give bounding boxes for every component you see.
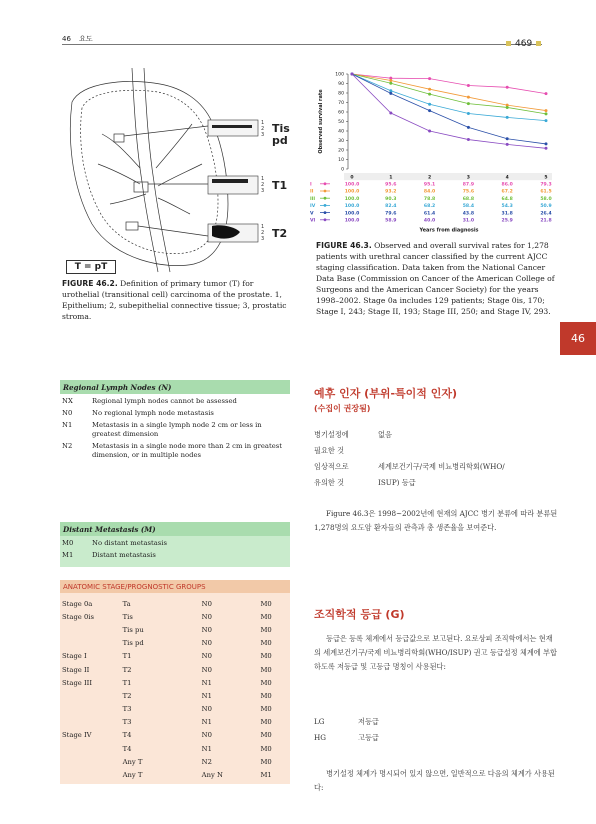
data-label: 95.1 [423,182,436,188]
t-cell: Tis [122,612,133,621]
data-label: 31.8 [501,211,513,217]
y-tick-label: 30 [338,139,344,145]
data-label: 95.6 [385,182,397,188]
m-cell: M0 [260,757,272,766]
data-label: 58.0 [540,196,552,202]
svg-text:1: 1 [261,176,265,182]
caption-text: Observed and overall survival rates for 1,278 patients with urethral cancer classified by the current AJCC staging classification. Data taken from the National Cancer Data Base (Commission on Cancer of the American College of Surgeons and the American Cancer Society) for the years 1998–2002. Stage 0a includes 129 patients; Stage 0is, 170; Stage I, 243; Stage II, 193; Stage III, 250; and Stage IV, 293. [316,241,555,316]
definition-term: 병기설정에 [314,430,349,439]
legend-swatch-point [324,197,327,200]
table-row [62,551,288,560]
data-point [545,147,548,150]
legend-label: II [310,189,314,195]
legend-label: V [310,211,314,217]
y-tick-label: 50 [338,120,344,126]
caption-text: Definition of primary tumor (T) for urothelial (transitional cell) carcinoma of the prostate. 1, Epithelium; 2, subepithelial connective tissue; 3, prostatic stroma. [62,279,287,321]
m-cell: M0 [260,691,272,700]
data-point [389,92,392,95]
definition-row [314,444,556,458]
t-cell: T1 [122,678,132,687]
legend-swatch-point [324,182,327,185]
n-cell: N0 [201,599,212,608]
data-point [428,93,431,96]
prostate-diagram [62,64,300,274]
data-point [467,126,470,129]
definition-value: 없음 [378,430,392,439]
distant-metastasis-table [60,522,290,567]
series-line-III [352,74,546,114]
data-point [506,143,509,146]
data-label: 100.0 [344,189,360,195]
row-description: Distant metastasis [92,551,156,559]
data-point [506,116,509,119]
table-rows [60,593,290,784]
m-cell: M0 [260,625,272,634]
table-row [62,703,288,716]
y-tick-label: 0 [341,167,344,173]
t-cell: Any T [122,771,143,780]
y-tick-label: 90 [338,82,344,88]
row-code: M1 [62,551,74,559]
data-label: 68.2 [423,204,436,210]
table-row [62,729,288,742]
x-tick-label: 5 [544,175,548,181]
square-icon [506,41,511,46]
data-point [428,88,431,91]
caption-label: FIGURE 46.3. [316,241,372,250]
n-cell: N0 [201,612,212,621]
row-code: M0 [62,539,74,547]
svg-text:2: 2 [261,230,265,236]
row-code: N2 [62,442,73,450]
n-cell: N0 [201,625,212,634]
data-label: 82.4 [385,204,397,210]
data-label: 100.0 [344,211,360,217]
label-t2: T2 [272,227,288,240]
m-cell: M0 [260,705,272,714]
definition-row [314,460,556,474]
data-label: 84.0 [423,189,436,195]
svg-text:1: 1 [261,120,265,126]
data-point [506,137,509,140]
y-tick-label: 10 [338,158,344,164]
legend-label: III [310,196,316,202]
data-label: 31.0 [462,218,475,224]
row-description: No regional lymph node metastasis [92,409,214,417]
y-tick-label: 80 [338,91,344,97]
data-point [467,96,470,99]
definition-value: 고등급 [358,733,379,742]
table-row [62,768,288,781]
data-label: 100.0 [344,196,360,202]
x-tick-label: 3 [466,175,471,181]
definition-term: LG [314,717,325,726]
figure-46-2-caption [62,278,290,322]
stage-cell: Stage IV [62,731,92,740]
data-label: 100.0 [344,218,360,224]
chapter-tab: 46 [560,322,596,355]
data-point [428,109,431,112]
x-tick-label: 4 [505,175,509,181]
data-label: 58.9 [385,218,397,224]
table-rows [60,536,290,567]
svg-text:3: 3 [261,132,265,138]
survival-chart [306,66,552,238]
stage-groups-table [60,580,290,784]
data-point [545,109,548,112]
legend-label: IV [310,204,316,210]
m-cell: M0 [260,599,272,608]
legend-label: I [310,182,312,188]
data-point [389,79,392,82]
data-label: 21.8 [540,218,552,224]
grade-paragraph: 등급은 등록 체계에서 등급값으로 보고된다. 요로상피 조직학에서는 현재의 세계보건기구/국제 비뇨병리학회(WHO/ISUP) 권고 등급설정 체계에 부합하도록 저등급 및 고등급 명칭이 사용된다: [314,634,557,671]
svg-text:2: 2 [261,126,265,132]
t-cell: Tis pu [122,625,144,634]
definition-row [314,715,514,729]
table-row [62,421,288,439]
m-cell: M0 [260,639,272,648]
y-tick-label: 100 [335,72,344,78]
x-tick-label: 2 [427,175,432,181]
x-tick-label: 0 [350,175,354,181]
prostate-illustration [62,64,300,274]
table-row [62,623,288,636]
data-label: 79.3 [540,182,552,188]
table-row [62,650,288,663]
data-label: 40.0 [423,218,436,224]
y-tick-label: 40 [338,129,344,135]
table-title: ANATOMIC STAGE/PROGNOSTIC GROUPS [60,580,290,593]
m-cell: M0 [260,744,272,753]
header-rule [62,44,542,45]
data-label: 58.4 [462,204,475,210]
legend-swatch-point [324,204,327,207]
definition-value: ISUP) 등급 [378,478,416,487]
data-label: 90.3 [385,196,397,202]
section-subtitle: (수집이 권장됨) [314,404,371,413]
running-header-left [62,34,93,44]
t-cell: Ta [122,599,131,608]
svg-text:3: 3 [261,188,265,194]
data-label: 67.2 [501,189,513,195]
staging-paragraph: 병기설정 체계가 명시되어 있지 않으면, 일반적으로 다음의 체계가 사용된다: [314,769,555,792]
legend-swatch-point [324,190,327,193]
data-point [545,112,548,115]
data-label: 61.4 [423,211,436,217]
data-label: 26.4 [540,211,552,217]
legend-label: VI [310,218,316,224]
table-row [62,442,288,460]
table-title: Distant Metastasis (M) [60,522,290,536]
section-name: 요도 [79,35,93,43]
n-cell: N0 [201,652,212,661]
data-point [389,82,392,85]
data-point [506,86,509,89]
t-cell: T4 [122,744,132,753]
label-tis: Tis [272,122,290,135]
data-label: 43.8 [462,211,475,217]
definition-term: 임상적으로 [314,462,349,471]
svg-text:1: 1 [261,224,265,230]
n-cell: N1 [201,744,212,753]
table-header-bg [344,173,552,180]
figure-reference-paragraph: Figure 46.3은 1998~2002년에 현재의 AJCC 병기 분류에 따라 분류된 1,278명의 요도암 환자들의 관측과 총 생존율을 보여준다. [314,509,558,532]
data-point [428,130,431,133]
data-point [545,119,548,122]
t-cell: T4 [122,731,132,740]
data-point [545,92,548,95]
n-cell: Any N [201,771,223,780]
table-row [62,597,288,610]
table-row [62,663,288,676]
y-tick-label: 20 [338,148,344,154]
data-label: 25.9 [501,218,513,224]
table-row [62,676,288,689]
data-label: 68.8 [462,196,475,202]
survival-chart-svg [306,66,552,238]
n-cell: N0 [201,731,212,740]
data-label: 86.0 [501,182,513,188]
n-cell: N1 [201,691,212,700]
table-title: Regional Lymph Nodes (N) [60,380,290,394]
definition-term: 유의한 것 [314,478,345,487]
row-description: No distant metastasis [92,539,167,547]
data-label: 61.5 [540,189,552,195]
definition-row [314,731,514,745]
definition-term: HG [314,733,327,742]
data-label: 79.6 [385,211,397,217]
m-cell: M0 [260,652,272,661]
table-row [62,742,288,755]
table-row [62,716,288,729]
definition-value: 저등급 [358,717,379,726]
series-line-II [352,74,546,111]
data-point [506,106,509,109]
x-axis-label: Years from diagnosis [419,227,479,234]
label-t1: T1 [272,179,288,192]
svg-text:3: 3 [261,236,265,242]
stage-cell: Stage 0a [62,599,93,608]
t-cell: T3 [122,705,132,714]
section-title: 예후 인자 (부위-특이적 인자) [314,387,457,400]
regional-lymph-nodes-table [60,380,290,463]
figure-46-3-caption [316,240,556,317]
data-label: 100.0 [344,182,360,188]
m-cell: M0 [260,718,272,727]
prognostic-items [314,428,556,492]
legend-swatch-point [324,211,327,214]
svg-text:2: 2 [261,182,265,188]
t-cell: Tis pd [122,639,144,648]
label-pd: pd [272,134,288,147]
definition-row [314,476,556,490]
data-point [467,84,470,87]
row-code: N0 [62,409,73,417]
row-description: Regional lymph nodes cannot be assessed [92,397,237,405]
t-equals-pt-box: T = pT [66,260,116,274]
data-point [389,112,392,115]
table-row [62,637,288,650]
table-row [62,409,288,418]
data-point [389,89,392,92]
page-number-left: 46 [62,35,71,43]
data-label: 78.8 [423,196,436,202]
n-cell: N0 [201,639,212,648]
running-header-right [502,39,545,49]
data-label: 87.9 [462,182,475,188]
stage-cell: Stage II [62,665,90,674]
x-tick-label: 1 [389,175,393,181]
y-tick-label: 60 [338,110,344,116]
data-point [351,73,354,76]
table-row [62,755,288,768]
table-row [62,539,288,548]
data-label: 75.6 [462,189,475,195]
row-code: N1 [62,421,73,429]
definition-row [314,428,556,442]
table-rows [60,394,290,460]
t-cell: Any T [122,757,143,766]
m-cell: M0 [260,612,272,621]
stage-cell: Stage I [62,652,87,661]
t-cell: T2 [122,665,132,674]
grade-section-title: 조직학적 등급 (G) [314,608,405,621]
prognostic-factors-section [314,385,556,414]
y-tick-label: 70 [338,101,344,107]
stage-cell: Stage 0is [62,612,94,621]
row-description: Metastasis in a single lymph node 2 cm or less in greatest dimension [92,421,262,438]
legend-swatch-point [324,218,327,221]
row-description: Metastasis in a single node more than 2 cm in greatest dimension, or in multiple nodes [92,442,282,459]
data-point [467,102,470,105]
n-cell: N0 [201,665,212,674]
data-label: 100.0 [344,204,360,210]
m-cell: M0 [260,665,272,674]
n-cell: N1 [201,718,212,727]
t-cell: T3 [122,718,132,727]
grade-items [314,715,514,747]
data-label: 54.3 [501,204,513,210]
m-cell: M0 [260,678,272,687]
square-icon [536,41,541,46]
data-label: 64.8 [501,196,513,202]
page-number-right: 469 [515,39,533,49]
series-line-I [352,74,546,94]
n-cell: N1 [201,678,212,687]
definition-term: 필요한 것 [314,446,345,455]
data-point [428,103,431,106]
table-row [62,397,288,406]
n-cell: N0 [201,705,212,714]
m-cell: M0 [260,731,272,740]
data-label: 93.2 [385,189,397,195]
data-label: 50.9 [540,204,552,210]
row-code: NX [62,397,73,405]
y-axis-label: Observed survival rate [318,89,324,154]
stage-cell: Stage III [62,678,93,687]
t-cell: T2 [122,691,132,700]
n-cell: N2 [201,757,212,766]
table-row [62,689,288,702]
caption-label: FIGURE 46.2. [62,279,118,288]
table-row [62,610,288,623]
data-point [467,138,470,141]
m-cell: M1 [260,771,272,780]
data-point [545,142,548,145]
t-cell: T1 [122,652,132,661]
data-point [428,77,431,80]
series-line-VI [352,74,546,148]
definition-value: 세계보건기구/국제 비뇨병리학회(WHO/ [378,462,505,471]
data-point [467,112,470,115]
